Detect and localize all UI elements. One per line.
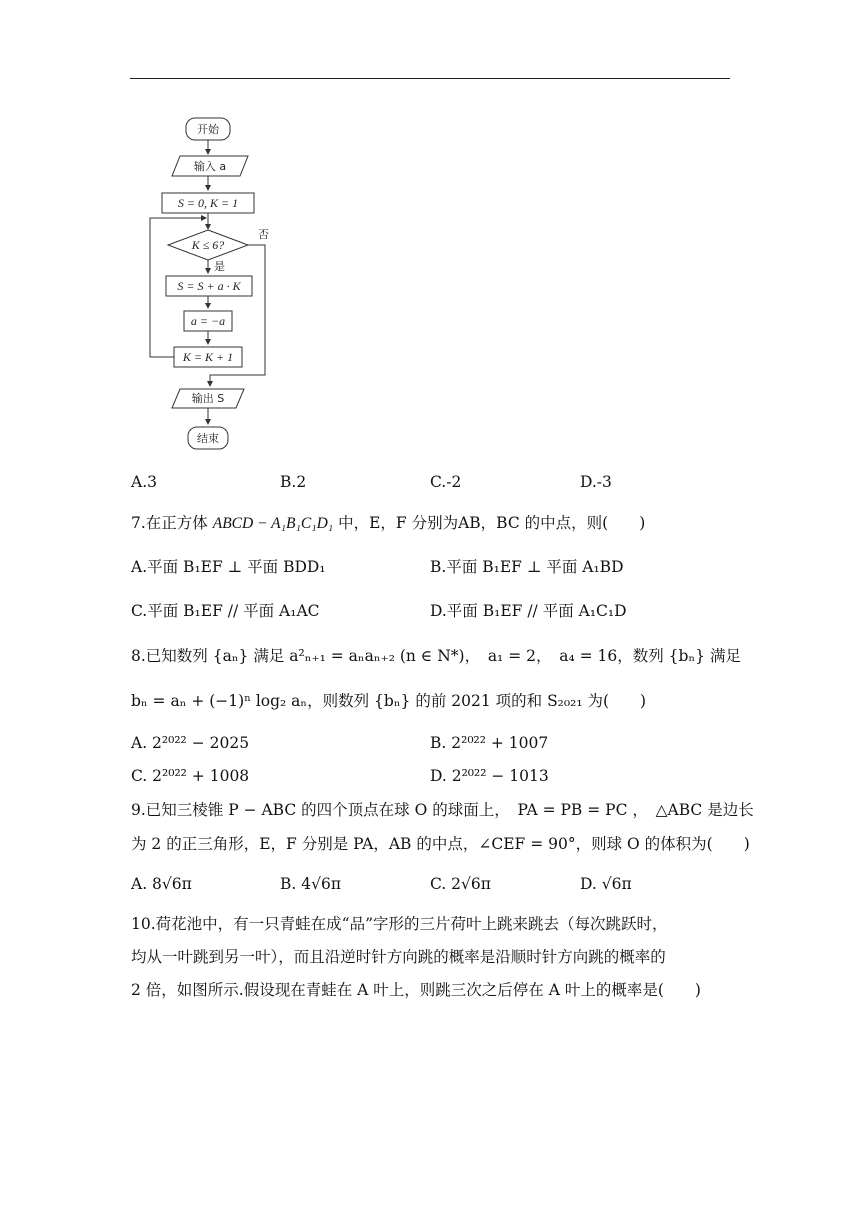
q10-stem-line1: 10.荷花池中，有一只青蛙在成“品”字形的三片荷叶上跳来跳去（每次跳跃时， [131,915,668,933]
step2-label: a = −a [190,314,226,328]
q8-option-b: B. 2²⁰²² + 1007 [430,734,549,752]
q7-stem-end: AB，BC 的中点，则( ) [458,514,646,532]
q9-stem-line1: 9.已知三棱锥 P − ABC 的四个顶点在球 O 的球面上， PA = PB = PC ， △ABC 是边长 [131,801,754,819]
q8-stem-line2: bₙ = aₙ + (−1)ⁿ log₂ aₙ，则数列 {bₙ} 的前 2021 项的和 S₂₀₂₁ 为( ) [131,692,647,710]
q9-option-a: A. 8√6π [131,875,192,893]
q7-option-a: A.平面 B₁EF ⊥ 平面 BDD₁ [131,558,326,576]
q8-option-a: A. 2²⁰²² − 2025 [131,734,250,752]
q7-option-b: B.平面 B₁EF ⊥ 平面 A₁BD [430,558,624,576]
q7-stem-num: 7.在正方体 [131,514,208,532]
q7-stem-body: ABCD − A₁B₁C₁D₁ [212,515,334,532]
input-label: 输入 a [193,160,227,173]
q7-option-c: C.平面 B₁EF // 平面 A₁AC [131,602,320,620]
q9-option-d: D. √6π [580,875,632,893]
start-label: 开始 [197,123,219,136]
step1-label: S = S + a · K [177,279,241,293]
q6-option-d: D.-3 [580,473,612,491]
flowchart-diagram [140,110,280,460]
q6-option-a: A.3 [131,473,157,491]
q7-option-d: D.平面 B₁EF // 平面 A₁C₁D [430,602,627,620]
q7-stem-mid: 中，E，F 分别为 [338,514,459,532]
end-label: 结束 [197,432,219,445]
q10-stem-line2: 均从一叶跳到另一叶），而且沿逆时针方向跳的概率是沿顺时针方向跳的概率的 [131,948,666,966]
q6-option-c: C.-2 [430,473,462,491]
q9-option-c: C. 2√6π [430,875,491,893]
step3-label: K = K + 1 [182,350,234,364]
init-label: S = 0, K = 1 [177,196,239,210]
yes-label: 是 [214,260,225,273]
q9-option-b: B. 4√6π [280,875,342,893]
q10-stem-line3: 2 倍，如图所示.假设现在青蛙在 A 叶上，则跳三次之后停在 A 叶上的概率是( ) [131,981,701,999]
q8-stem-line1: 8.已知数列 {aₙ} 满足 a²ₙ₊₁ = aₙaₙ₊₂ (n ∈ N*)， a₁ = 2， a₄ = 16，数列 {bₙ} 满足 [131,647,741,665]
q6-option-b: B.2 [280,473,307,491]
flowchart [140,110,280,460]
q7-stem [131,512,645,535]
q8-option-d: D. 2²⁰²² − 1013 [430,767,549,785]
condition-label: K ≤ 6? [191,238,225,252]
no-label: 否 [258,228,269,241]
header-rule [130,78,730,79]
q8-option-c: C. 2²⁰²² + 1008 [131,767,250,785]
q9-stem-line2: 为 2 的正三角形，E，F 分别是 PA，AB 的中点，∠CEF = 90°，则球 O 的体积为( ) [131,835,750,853]
output-label: 输出 S [191,392,225,405]
